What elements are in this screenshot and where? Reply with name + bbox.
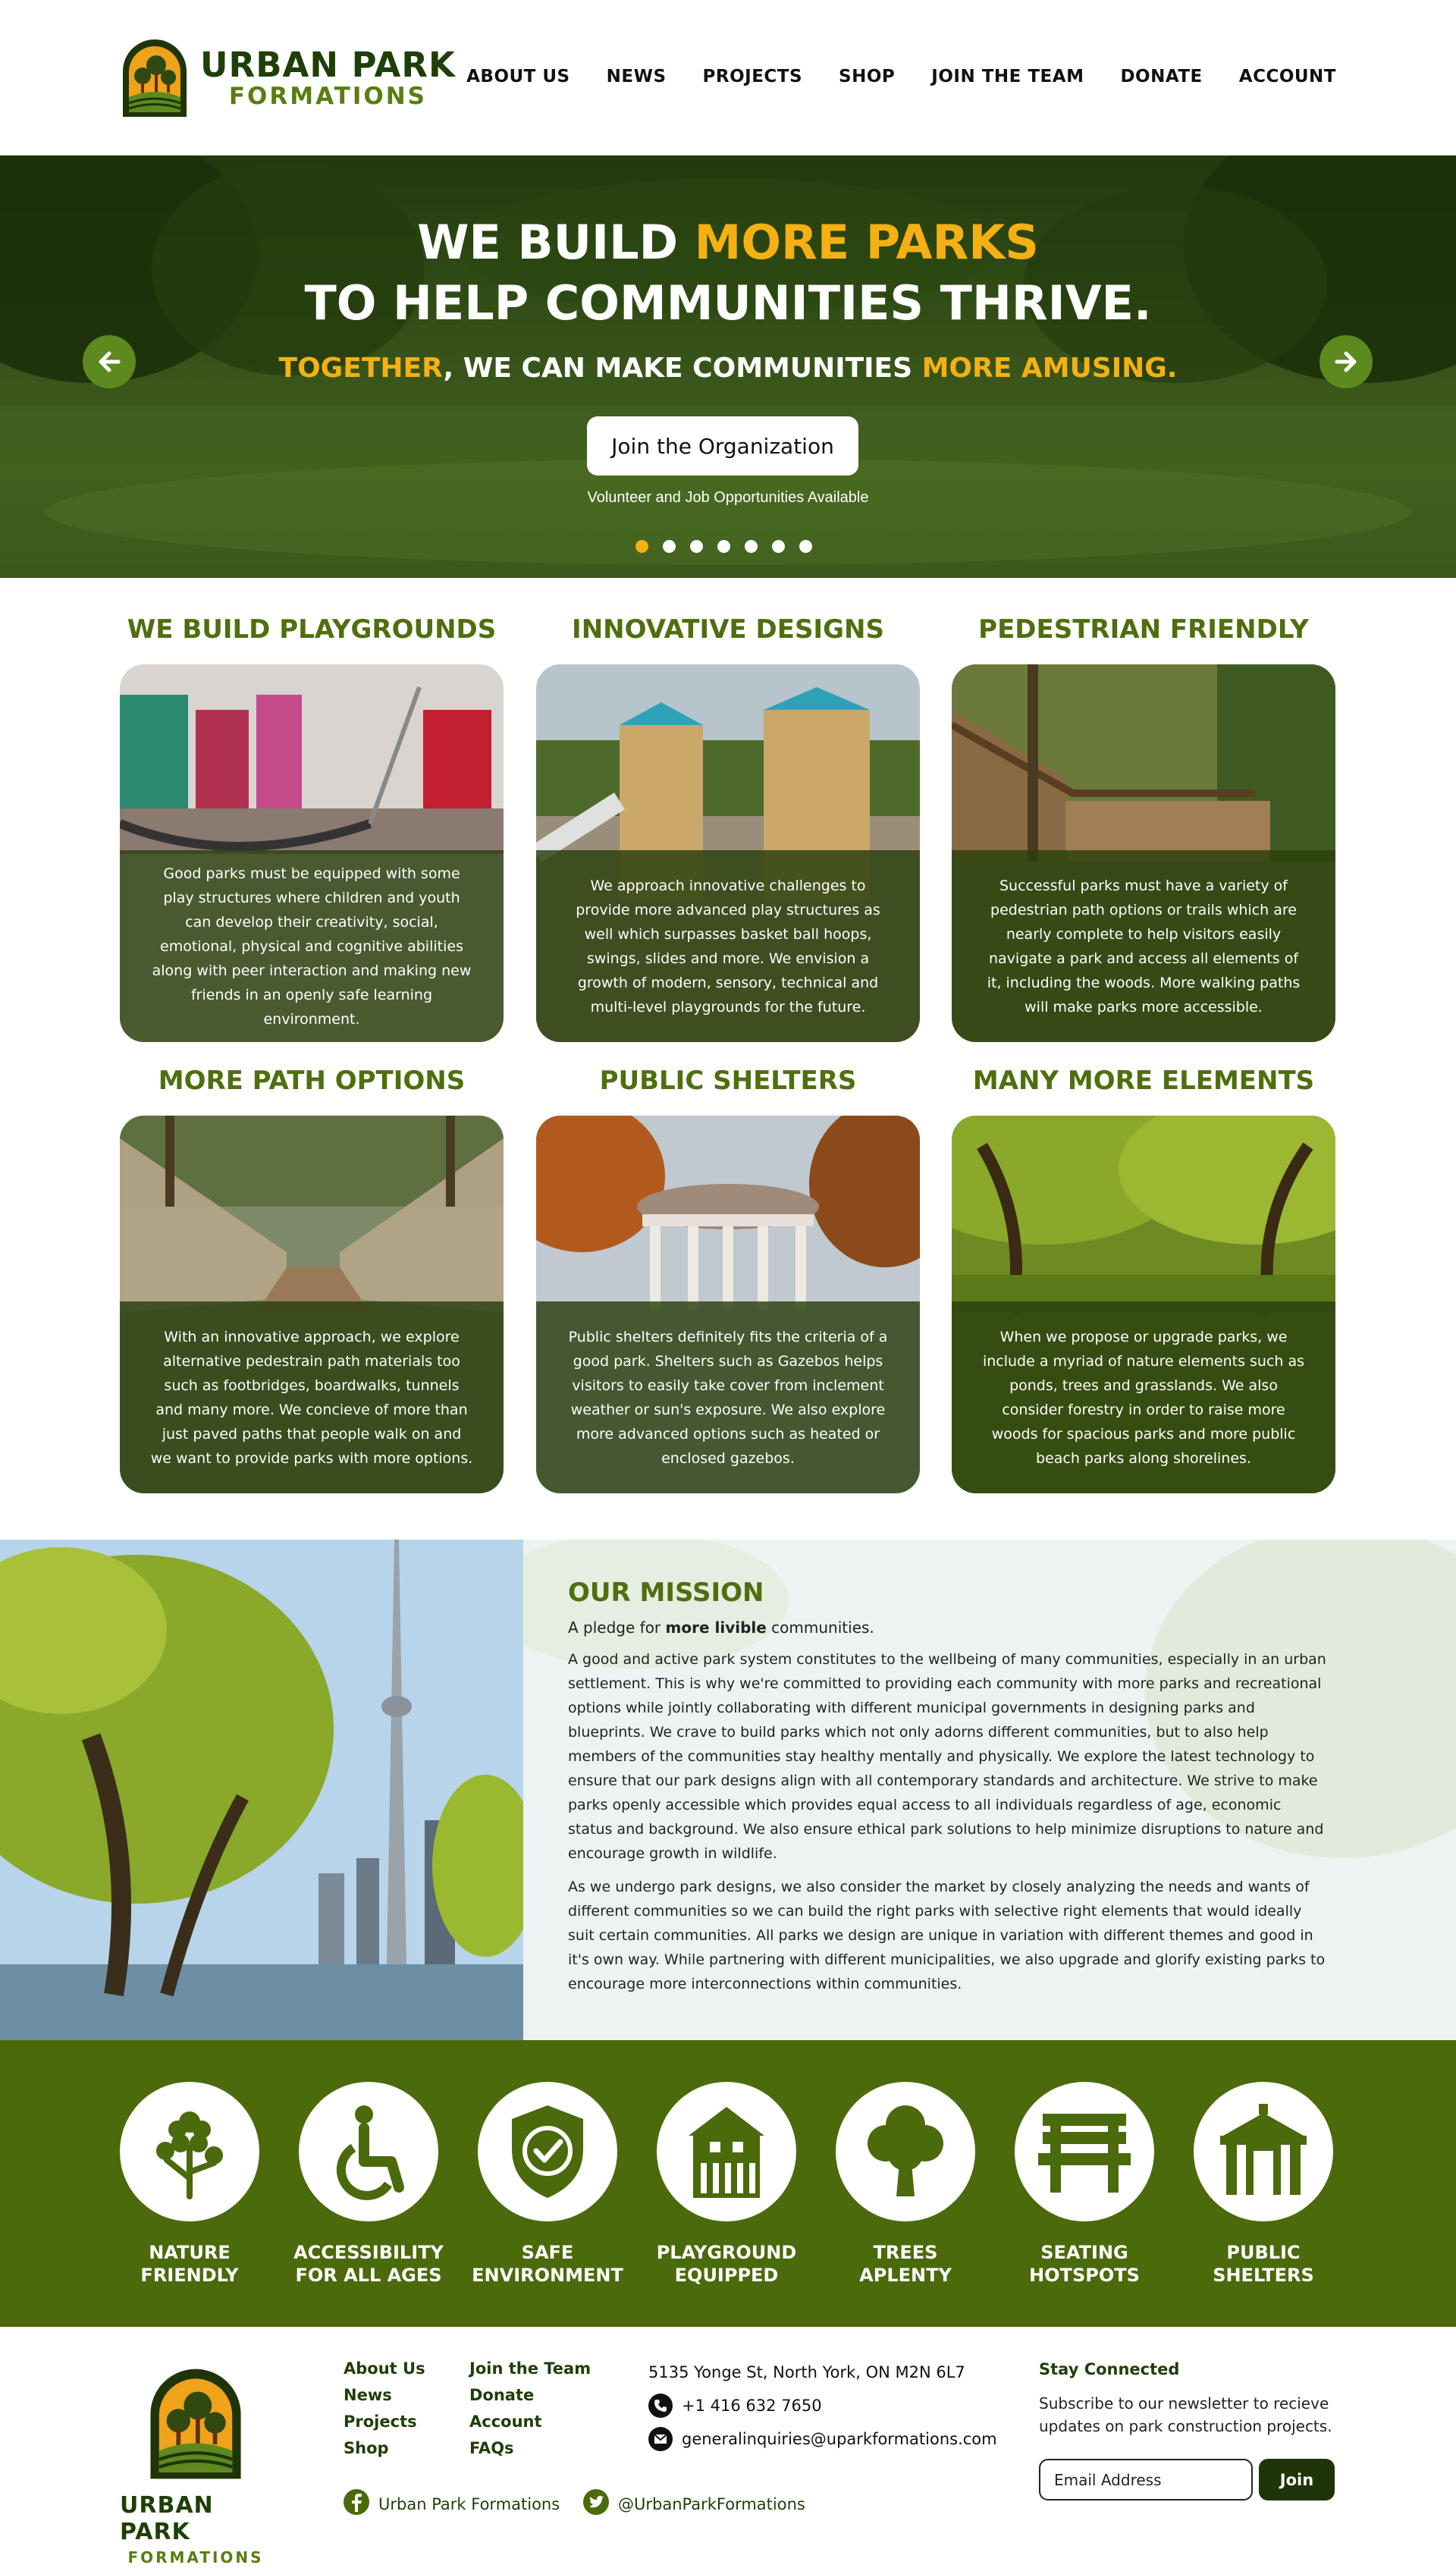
newsletter-email-input[interactable]	[1039, 2459, 1253, 2501]
feature-title-path-options: MORE PATH OPTIONS	[158, 1066, 466, 1096]
slider-dots	[635, 540, 812, 553]
amenity-label: ACCESSIBILITY FOR ALL AGES	[293, 2242, 444, 2286]
logo-badge-icon	[120, 36, 190, 120]
hero-slider	[0, 155, 1456, 578]
amenity-label: PUBLIC SHELTERS	[1213, 2242, 1314, 2286]
footer-brand-top: URBAN PARK	[120, 2492, 214, 2545]
flower-icon	[144, 2102, 235, 2201]
footer-links-col-2	[469, 2359, 591, 2457]
mission-section	[0, 1540, 1456, 2040]
mission-title: OUR MISSION	[568, 1578, 764, 1608]
feature-card-text: Public shelters definitely fits the criteria of a good park. Shelters such as Gazebos helps visitors to easily take cover from inclement weather or sun's exposure. We also explore more advanced options such as heated or enclosed gazebos.	[536, 1301, 920, 1493]
nav-join-the-team[interactable]: JOIN THE TEAM	[931, 67, 1084, 86]
feature-card-text: We approach innovative challenges to provide more advanced play structures as well which surpasses basket ball hoops, swings, slides and more. We envision a growth of modern, sensory, technical and multi-level playgrounds for the future.	[536, 850, 920, 1042]
mission-paragraph-2: As we undergo park designs, we also consider the market by closely analyzing the needs and wants of different communities so we can build the right parks with selective right elements that would ideally suit certain communities. All parks we design are unique in variation with different themes and good in it's own way. While partnering with different municipalities, we also upgrade and glorify existing parks to encourage more interconnections within communities.	[568, 1879, 1326, 1992]
newsletter-block	[1039, 2360, 1342, 2438]
footer-address: 5135 Yonge St, North York, ON M2N 6L7	[648, 2363, 965, 2381]
amenity-label: SEATING HOTSPOTS	[1029, 2242, 1140, 2286]
amenity-trees	[836, 2082, 975, 2287]
footer-phone[interactable]: +1 416 632 7650	[682, 2397, 822, 2415]
slider-dot[interactable]	[745, 540, 758, 553]
amenities-band	[0, 2040, 1456, 2327]
join-organization-button[interactable]: Join the Organization	[587, 416, 858, 476]
amenity-label: PLAYGROUND EQUIPPED	[656, 2242, 797, 2286]
feature-card-text: With an innovative approach, we explore alternative pedestrain path materials too such as footbridges, boardwalks, tunnels and many more. We concieve of more than just paved paths that people walk on and we want to provide parks with more options.	[120, 1301, 504, 1493]
slider-dot[interactable]	[717, 540, 730, 553]
footer-email-row[interactable]	[648, 2426, 997, 2452]
feature-card-text: Successful parks must have a variety of pedestrian path options or trails which are nearly complete to help visitors easily navigate a park and access all elements of it, including the woods. More walking paths will make parks more accessible.	[952, 850, 1335, 1042]
arrow-right-icon	[1331, 347, 1361, 377]
feature-title-innovative-designs: INNOVATIVE DESIGNS	[572, 614, 884, 645]
feature-title-public-shelters: PUBLIC SHELTERS	[599, 1066, 857, 1096]
footer-link-projects[interactable]: Projects	[344, 2413, 417, 2431]
shield-check-icon	[506, 2102, 589, 2201]
brand-name-bottom: FORMATIONS	[228, 83, 427, 110]
mission-content	[568, 1578, 1326, 2005]
footer-contact	[648, 2359, 997, 2460]
newsletter-text: Subscribe to our newsletter to recieve updates on park construction projects.	[1039, 2394, 1332, 2435]
amenity-nature-friendly	[120, 2082, 259, 2287]
slider-dot[interactable]	[635, 540, 648, 553]
hero-headline-1: WE BUILD MORE PARKS	[417, 215, 1039, 270]
footer-link-donate[interactable]: Donate	[469, 2386, 535, 2404]
footer-facebook-link[interactable]	[344, 2489, 560, 2519]
nav-projects[interactable]: PROJECTS	[702, 67, 803, 86]
nav-shop[interactable]: SHOP	[839, 67, 896, 86]
arrow-left-icon	[94, 347, 124, 377]
footer-link-shop[interactable]: Shop	[344, 2439, 389, 2457]
amenity-playground	[657, 2082, 796, 2287]
footer-link-join-the-team[interactable]: Join the Team	[469, 2359, 592, 2378]
amenity-label: SAFE ENVIRONMENT	[472, 2242, 623, 2286]
nav-account[interactable]: ACCOUNT	[1238, 67, 1336, 86]
hero-tagline: TOGETHER, WE CAN MAKE COMMUNITIES MORE AMUSING.	[278, 353, 1178, 384]
footer-logo[interactable]	[120, 2365, 271, 2566]
mission-lead: A pledge for more livible communities.	[568, 1618, 874, 1637]
footer-twitter-link[interactable]	[583, 2489, 805, 2519]
feature-card-text: Good parks must be equipped with some play structures where children and youth can develop their creativity, social, emotional, physical and cognitive abilities along with peer interaction and making new friends in an openly safe learning environment.	[120, 850, 504, 1042]
site-footer	[0, 2327, 1456, 2568]
hero-headline-2: TO HELP COMMUNITIES THRIVE.	[304, 275, 1152, 331]
feature-title-pedestrian-friendly: PEDESTRIAN FRIENDLY	[978, 614, 1309, 645]
feature-card-many-more-elements[interactable]	[952, 1116, 1335, 1493]
amenity-label: TREES APLENTY	[859, 2242, 952, 2286]
feature-card-playgrounds[interactable]	[120, 664, 504, 1042]
twitter-label: @UrbanParkFormations	[618, 2494, 805, 2513]
amenity-safe-environment	[472, 2082, 623, 2287]
footer-link-about-us[interactable]: About Us	[344, 2359, 425, 2378]
slider-prev-button[interactable]	[83, 335, 136, 388]
mail-icon	[648, 2427, 673, 2451]
amenity-label: NATURE FRIENDLY	[140, 2242, 239, 2286]
footer-link-faqs[interactable]: FAQs	[469, 2439, 514, 2457]
nav-news[interactable]: NEWS	[606, 67, 667, 86]
feature-card-path-options[interactable]	[120, 1116, 504, 1493]
amenity-shelters	[1194, 2082, 1333, 2287]
facebook-icon	[344, 2489, 369, 2519]
newsletter-title: Stay Connected	[1039, 2360, 1180, 2378]
slider-dot[interactable]	[799, 540, 812, 553]
amenity-accessibility	[293, 2082, 444, 2287]
feature-card-pedestrian-friendly[interactable]	[952, 664, 1335, 1042]
phone-icon	[648, 2394, 673, 2418]
newsletter-join-button[interactable]: Join	[1259, 2459, 1335, 2501]
mission-paragraph-1: A good and active park system constitutes to the wellbeing of many communities, especially in an urban settlement. This is why we're committed to providing each community with more parks and recreational options while jointly collaborating with different municipal governments in designing parks and blueprints. We crave to build parks which not only adorns different communities, but to also help members of the communities stay healthy mentally and physically. We explore the latest technology to ensure that our park designs align with all contemporary standards and architecture. We strive to make parks openly accessible which provides equal access to all individuals regardless of age, economic status and background. We also ensure ethical park solutions to help minimize disruptions to nature and encourage growth in wildlife.	[568, 1651, 1326, 1862]
tree-icon	[860, 2102, 951, 2201]
slider-dot[interactable]	[772, 540, 785, 553]
slider-dot[interactable]	[663, 540, 676, 553]
bench-icon	[1035, 2106, 1134, 2197]
feature-title-many-more-elements: MANY MORE ELEMENTS	[972, 1066, 1315, 1096]
slider-next-button[interactable]	[1320, 335, 1373, 388]
playground-icon	[681, 2102, 772, 2201]
site-header	[0, 0, 1456, 155]
footer-brand-bottom: FORMATIONS	[127, 2548, 264, 2566]
amenity-seating	[1015, 2082, 1154, 2287]
slider-dot[interactable]	[690, 540, 703, 553]
gazebo-icon	[1214, 2102, 1313, 2201]
twitter-icon	[583, 2489, 609, 2519]
feature-card-innovative-designs[interactable]	[536, 664, 920, 1042]
wheelchair-icon	[323, 2102, 414, 2201]
feature-card-public-shelters[interactable]	[536, 1116, 920, 1493]
footer-phone-row[interactable]	[648, 2393, 997, 2419]
facebook-label: Urban Park Formations	[378, 2494, 560, 2513]
hero-subtext: Volunteer and Job Opportunities Available	[587, 489, 869, 506]
cn-tower-photo	[0, 1540, 523, 2040]
footer-link-account[interactable]: Account	[469, 2413, 542, 2431]
logo-badge-icon	[146, 2365, 246, 2483]
footer-email[interactable]: generalinquiries@uparkformations.com	[682, 2430, 997, 2448]
feature-card-text: When we propose or upgrade parks, we include a myriad of nature elements such as ponds, trees and grasslands. We also consider forestry in order to raise more woods for spacious parks and more public beach parks along shorelines.	[952, 1301, 1335, 1493]
main-nav	[466, 67, 1336, 86]
feature-title-playgrounds: WE BUILD PLAYGROUNDS	[127, 614, 497, 645]
nav-donate[interactable]: DONATE	[1120, 67, 1203, 86]
nav-about-us[interactable]: ABOUT US	[466, 67, 570, 86]
footer-link-news[interactable]: News	[344, 2386, 392, 2404]
brand-name-top: URBAN PARK	[200, 45, 456, 85]
footer-links-col-1	[344, 2359, 425, 2457]
site-logo[interactable]	[120, 36, 456, 120]
